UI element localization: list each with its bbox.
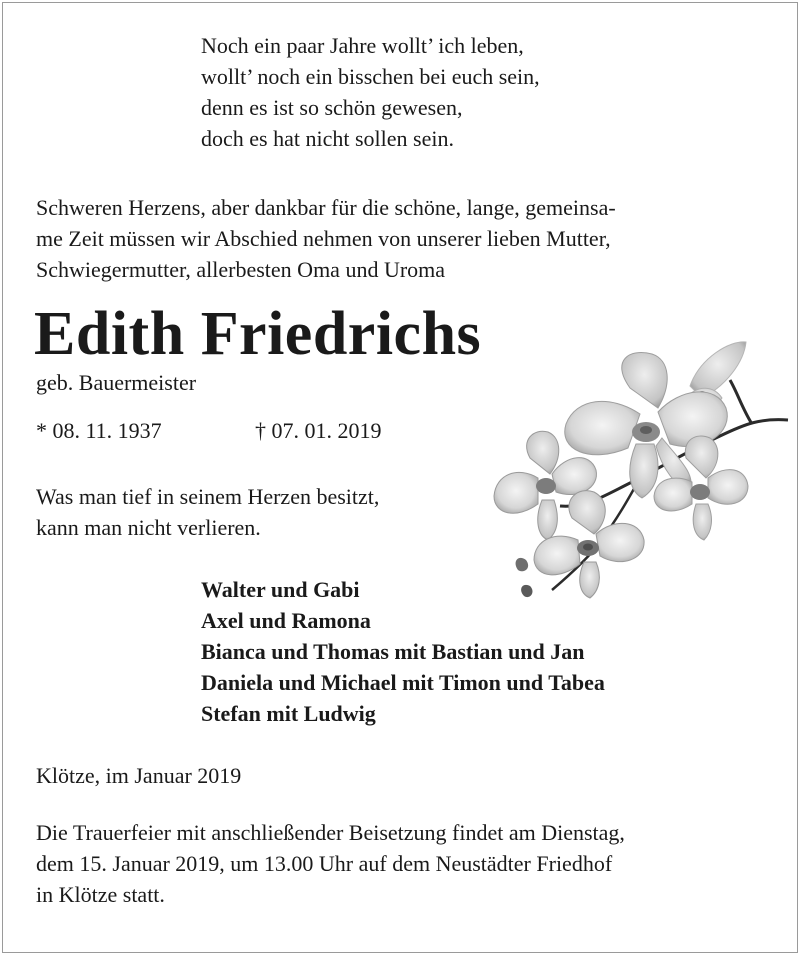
service-info bbox=[36, 817, 625, 910]
mourner-entry: Bianca und Thomas mit Bastian und Jan bbox=[201, 639, 585, 664]
maiden-name: geb. Bauermeister bbox=[36, 370, 197, 395]
mourner-entry: Daniela und Michael mit Timon und Tabea bbox=[201, 670, 605, 695]
death-date: † 07. 01. 2019 bbox=[255, 418, 382, 443]
intro-line: Schwiegermutter, allerbesten Oma und Uroma bbox=[36, 257, 446, 282]
quote-line: Was man tief in seinem Herzen besitzt, bbox=[36, 484, 380, 509]
poem bbox=[201, 30, 540, 154]
poem-line: Noch ein paar Jahre wollt’ ich leben, bbox=[201, 33, 524, 58]
orchid-icon bbox=[490, 328, 790, 608]
mourner-entry: Walter und Gabi bbox=[201, 577, 360, 602]
service-line: Die Trauerfeier mit anschließender Beisetzung findet am Dienstag, bbox=[36, 820, 625, 845]
mourner-entry: Axel und Ramona bbox=[201, 608, 371, 633]
intro-text bbox=[36, 192, 770, 285]
service-line: dem 15. Januar 2019, um 13.00 Uhr auf dem Neustädter Friedhof bbox=[36, 851, 613, 876]
intro-line: Schweren Herzens, aber dankbar für die schöne, lange, gemeinsa- bbox=[36, 195, 616, 220]
quote-line: kann man nicht verlieren. bbox=[36, 515, 261, 540]
service-line: in Klötze statt. bbox=[36, 882, 165, 907]
poem-line: wollt’ noch ein bisschen bei euch sein, bbox=[201, 64, 540, 89]
deceased-name: Edith Friedrichs bbox=[34, 300, 482, 368]
quote bbox=[36, 481, 379, 543]
intro-line: me Zeit müssen wir Abschied nehmen von unserer lieben Mutter, bbox=[36, 226, 611, 251]
place-date: Klötze, im Januar 2019 bbox=[36, 763, 242, 788]
poem-line: doch es hat nicht sollen sein. bbox=[201, 126, 454, 151]
birth-date: * 08. 11. 1937 bbox=[36, 418, 162, 443]
mourner-entry: Stefan mit Ludwig bbox=[201, 701, 376, 726]
mourners-list bbox=[201, 574, 605, 729]
poem-line: denn es ist so schön gewesen, bbox=[201, 95, 463, 120]
